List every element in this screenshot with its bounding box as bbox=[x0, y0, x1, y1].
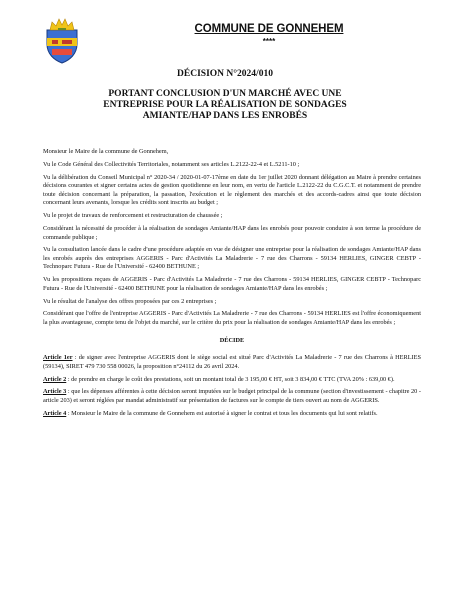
delegation-paragraph: Vu la délibération du Conseil Municipal n° 2020-34 / 2020-01-07-17ème en date du 1er juillet 2020 donnant délégation au Maire à prendre certaines décisions courantes et signer certains actes de gestion quotidienne en leur nom, en vertu de l'article L.2122-22 du C.G.C.T. et notamment de prendre toute décision concernant la préparation, la passation, l'exécution et le règlement des marchés et des accords-cadres ainsi que toute décision concernant leurs avenants, lorsque les crédits sont inscrits au budget ; bbox=[43, 173, 421, 207]
proposals-paragraph: Vu les propositions reçues de AGGERIS - Parc d'Activités La Maladrerie - 7 rue des Charrons - 59134 HERLIES, GINGER CEBTP - Technoparc Futura - Rue de l'Université - 62400 BETHUNE pour la réalisation de sondages Amiante/HAP dans les enrobés ; bbox=[43, 276, 421, 292]
analysis-paragraph: Vu le résultat de l'analyse des offres proposées par ces 2 entreprises ; bbox=[43, 297, 217, 305]
commune-coat-of-arms-logo bbox=[44, 16, 80, 64]
article-text: : que les dépenses afférentes à cette décision seront imputées sur le budget principal de la commune (section d'investissement - chapitre 20 - article 203) et seront réglées par mandat administratif sur présentation de factures sur le compte de tiers ouvert au nom de AGGERIS. bbox=[43, 388, 421, 404]
header-stars: **** bbox=[262, 37, 276, 46]
intro-paragraph: Monsieur le Maire de la commune de Gonnehem, bbox=[43, 148, 169, 155]
article-text: : de prendre en charge le coût des prestations, soit un montant total de 3 195,00 € HT, soit 3 834,00 € TTC (TVA 20% : 639,00 €). bbox=[66, 375, 395, 383]
title-line: AMIANTE/HAP DANS LES ENROBÉS bbox=[142, 111, 308, 121]
consultation-paragraph: Vu la consultation lancée dans le cadre d'une procédure adaptée en vue de désigner une entreprise pour la réalisation de sondages Amiante/HAP dans les enrobés auprès des entreprises AGGERIS - Parc d'Activités La Maladrerie - 7 rue des Charrons - 59134 HERLIES, GINGER CEBTP - Technoparc Futura - Rue de l'Université - 62400 BETHUNE ; bbox=[43, 246, 421, 271]
legal-basis-paragraph: Vu le Code Général des Collectivités Territoriales, notamment ses articles L.2122-22-4 et L.5211-10 ; bbox=[43, 160, 300, 168]
article-1 bbox=[43, 354, 421, 371]
decision-body bbox=[43, 148, 421, 423]
article-text: : Monsieur le Maire de la commune de Gonnehem est autorisé à signer le contrat et tous les documents qui lui sont relatifs. bbox=[66, 409, 378, 417]
article-text: : de signer avec l'entreprise AGGERIS dont le siège social est situé Parc d'Activités La Maladrerie - 7 rue des Charrons à HERLIES (59134), SIRET 479 730 558 00026, la proposition n°24112 du 26 avril 2024. bbox=[43, 354, 422, 370]
decision-number: DÉCISION N°2024/010 bbox=[177, 69, 273, 79]
commune-name: COMMUNE DE GONNEHEM bbox=[194, 23, 344, 35]
article-label: Article 2 bbox=[43, 375, 67, 383]
title-line: PORTANT CONCLUSION D'UN MARCHÉ AVEC UNE bbox=[108, 89, 342, 99]
article-label: Article 4 bbox=[43, 409, 67, 417]
article-label: Article 1er bbox=[43, 354, 73, 362]
article-label: Article 3 bbox=[43, 388, 67, 396]
necessity-paragraph: Considérant la nécessité de procéder à la réalisation de sondages Amiante/HAP dans les enrobés pour pouvoir conduire à son terme la procédure de commande publique ; bbox=[43, 224, 421, 241]
article-4 bbox=[43, 410, 421, 419]
decision-title bbox=[72, 89, 378, 122]
selection-paragraph: Considérant que l'offre de l'entreprise AGGERIS - Parc d'Activités La Maladrerie - 7 rue des Charrons - 59134 HERLIES est l'offre économiquement la plus avantageuse, compte tenu de l'objet du marché, sur le critère du prix pour la réalisation de sondages Amiante/HAP dans les enrobés ; bbox=[43, 310, 421, 326]
article-2 bbox=[43, 376, 421, 385]
title-line: ENTREPRISE POUR LA RÉALISATION DE SONDAGES bbox=[103, 100, 347, 110]
project-paragraph: Vu le projet de travaux de renforcement et restructuration de chaussée ; bbox=[43, 212, 223, 220]
article-3 bbox=[43, 388, 421, 405]
decide-heading: DÉCIDE bbox=[219, 336, 245, 344]
